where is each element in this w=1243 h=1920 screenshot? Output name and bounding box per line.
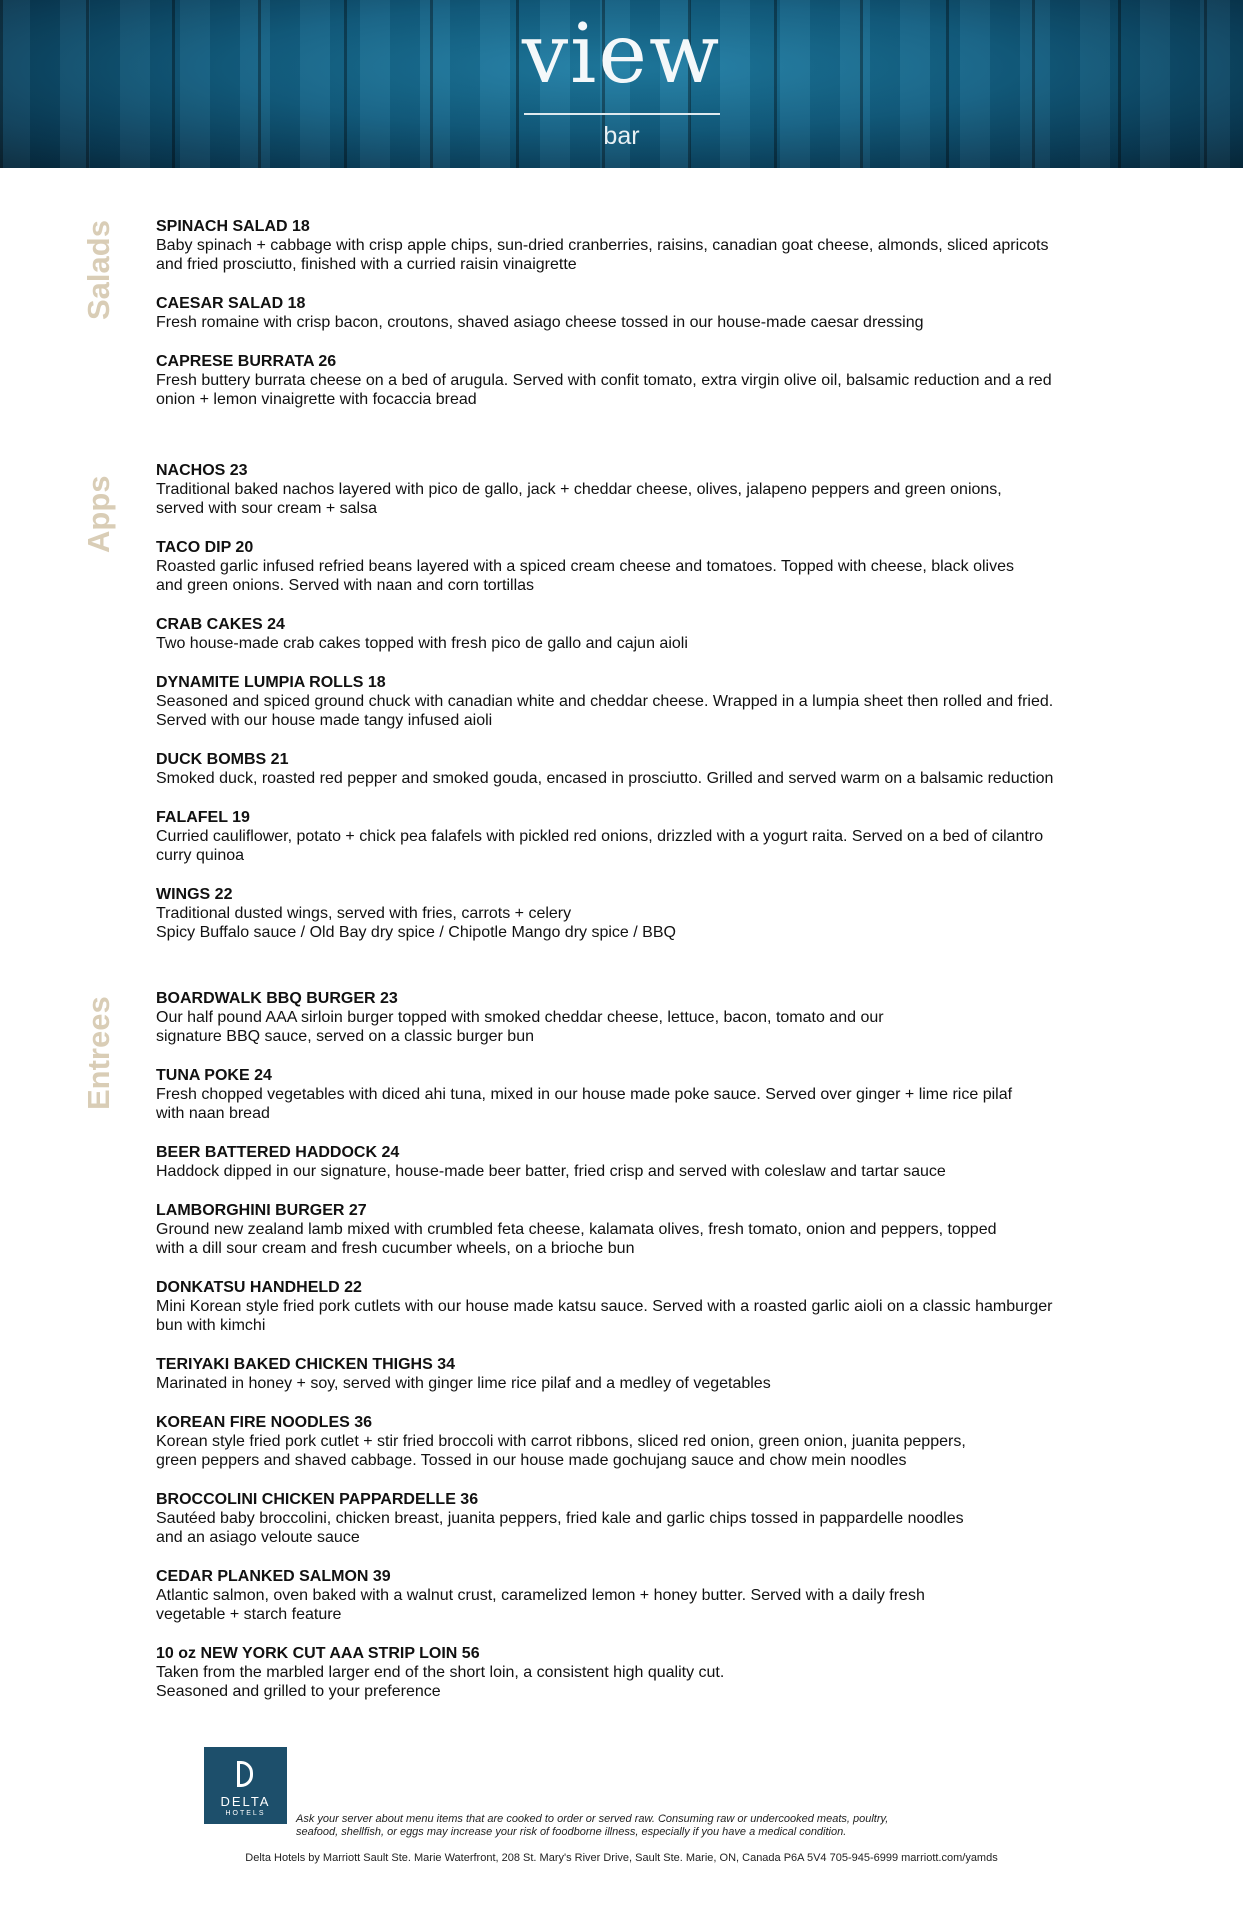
item-title: CAPRESE BURRATA 26 [156, 353, 337, 370]
item-title: LAMBORGHINI BURGER 27 [156, 1202, 367, 1219]
delta-d-icon [237, 1761, 253, 1787]
menu-item [156, 1567, 1156, 1624]
item-description: Our half pound AAA sirloin burger topped with smoked cheddar cheese, lettuce, bacon, tomato and our signature BBQ sauce, served on a classic burger bun [156, 1009, 884, 1045]
delta-brand-sub: HOTELS [225, 1810, 266, 1817]
item-description: Seasoned and spiced ground chuck with canadian white and cheddar cheese. Wrapped in a lumpia sheet then rolled and fried. Served with our house made tangy infused aioli [156, 693, 1054, 729]
item-title: BEER BATTERED HADDOCK 24 [156, 1144, 400, 1161]
item-title: SPINACH SALAD 18 [156, 218, 310, 235]
bar-subtitle: bar [603, 122, 640, 150]
item-description: Taken from the marbled larger end of the short loin, a consistent high quality cut. Seasoned and grilled to your preference [156, 1664, 725, 1700]
item-title: TUNA POKE 24 [156, 1067, 272, 1084]
item-description: Haddock dipped in our signature, house-made beer batter, fried crisp and served with coleslaw and tartar sauce [156, 1163, 946, 1180]
item-title: FALAFEL 19 [156, 809, 250, 826]
item-description: Mini Korean style fried pork cutlets with our house made katsu sauce. Served with a roasted garlic aioli on a classic hamburger bun with kimchi [156, 1298, 1053, 1334]
view-logo: view [521, 7, 722, 102]
header-banner [0, 0, 1243, 168]
item-description: Atlantic salmon, oven baked with a walnut crust, caramelized lemon + honey butter. Served with a daily fresh vegetable + starch feature [156, 1587, 925, 1623]
item-description: Two house-made crab cakes topped with fresh pico de gallo and cajun aioli [156, 635, 688, 652]
item-description: Fresh romaine with crisp bacon, croutons, shaved asiago cheese tossed in our house-made caesar dressing [156, 314, 924, 331]
menu-item [156, 808, 1156, 865]
logo-divider [524, 113, 720, 115]
menu-item [156, 750, 1156, 788]
hotel-address: Delta Hotels by Marriott Sault Ste. Marie Waterfront, 208 St. Mary's River Drive, Sault Ste. Marie, ON, Canada P6A 5V4 705-945-6999 marriott.com/yamds [245, 1852, 998, 1864]
food-safety-disclaimer [296, 1813, 1016, 1839]
item-title: CEDAR PLANKED SALMON 39 [156, 1568, 391, 1585]
item-title: BOARDWALK BBQ BURGER 23 [156, 990, 398, 1007]
item-description: Marinated in honey + soy, served with ginger lime rice pilaf and a medley of vegetables [156, 1375, 771, 1392]
disclaimer-text: Ask your server about menu items that are cooked to order or served raw. Consuming raw or undercooked meats, poultry, seafood, shellfish, or eggs may increase your risk of foodborne illness, especially if you have a medical condition. [296, 1813, 889, 1838]
menu-item [156, 1066, 1156, 1123]
menu-item [156, 352, 1156, 409]
menu-item [156, 1201, 1156, 1258]
item-title: KOREAN FIRE NOODLES 36 [156, 1414, 373, 1431]
item-description: Fresh buttery burrata cheese on a bed of arugula. Served with confit tomato, extra virgin olive oil, balsamic reduction and a red onion + lemon vinaigrette with focaccia bread [156, 372, 1052, 408]
section-label-entrees: Entrees [81, 996, 116, 1110]
section-label-salads: Salads [81, 220, 116, 320]
menu-item [156, 538, 1156, 595]
item-description: Fresh chopped vegetables with diced ahi tuna, mixed in our house made poke sauce. Served over ginger + lime rice pilaf with naan bread [156, 1086, 1013, 1122]
item-title: DYNAMITE LUMPIA ROLLS 18 [156, 674, 386, 691]
menu-item [156, 615, 1156, 653]
menu-item [156, 885, 1156, 942]
menu-item [156, 673, 1156, 730]
menu-item [156, 1644, 1156, 1701]
item-title: NACHOS 23 [156, 462, 248, 479]
item-title: DONKATSU HANDHELD 22 [156, 1279, 362, 1296]
menu-item [156, 1490, 1156, 1547]
item-description: Smoked duck, roasted red pepper and smoked gouda, encased in prosciutto. Grilled and served warm on a balsamic reduction [156, 770, 1054, 787]
section-label-apps: Apps [81, 475, 116, 553]
item-title: BROCCOLINI CHICKEN PAPPARDELLE 36 [156, 1491, 479, 1508]
menu-item [156, 461, 1156, 518]
section-salads [156, 217, 1156, 429]
item-description: Korean style fried pork cutlet + stir fried broccoli with carrot ribbons, sliced red onion, green onion, juanita peppers, green peppers and shaved cabbage. Tossed in our house made gochujang sauce and chow mein noodles [156, 1433, 966, 1469]
item-description: Ground new zealand lamb mixed with crumbled feta cheese, kalamata olives, fresh tomato, onion and peppers, topped with a dill sour cream and fresh cucumber wheels, on a brioche bun [156, 1221, 997, 1257]
menu-item [156, 294, 1156, 332]
item-description: Curried cauliflower, potato + chick pea falafels with pickled red onions, drizzled with a yogurt raita. Served on a bed of cilantro curry quinoa [156, 828, 1044, 864]
item-title: CRAB CAKES 24 [156, 616, 285, 633]
item-title: WINGS 22 [156, 886, 233, 903]
section-apps [156, 461, 1156, 962]
item-description: Baby spinach + cabbage with crisp apple chips, sun-dried cranberries, raisins, canadian goat cheese, almonds, sliced apricots and fried prosciutto, finished with a curried raisin vinaigrette [156, 237, 1049, 273]
item-description: Roasted garlic infused refried beans layered with a spiced cream cheese and tomatoes. Topped with cheese, black olives and green onions. Served with naan and corn tortillas [156, 558, 1014, 594]
item-description: Traditional dusted wings, served with fries, carrots + celery Spicy Buffalo sauce / Old Bay dry spice / Chipotle Mango dry spice / BBQ [156, 905, 676, 941]
menu-item [156, 989, 1156, 1046]
item-description: Sautéed baby broccolini, chicken breast, juanita peppers, fried kale and garlic chips tossed in pappardelle noodles and an asiago veloute sauce [156, 1510, 964, 1546]
menu-item [156, 1413, 1156, 1470]
delta-hotels-logo [204, 1747, 287, 1824]
menu-item [156, 1278, 1156, 1335]
item-title: 10 oz NEW YORK CUT AAA STRIP LOIN 56 [156, 1645, 480, 1662]
item-description: Traditional baked nachos layered with pico de gallo, jack + cheddar cheese, olives, jalapeno peppers and green onions, served with sour cream + salsa [156, 481, 1002, 517]
menu-item [156, 1143, 1156, 1181]
menu-item [156, 1355, 1156, 1393]
item-title: CAESAR SALAD 18 [156, 295, 306, 312]
item-title: DUCK BOMBS 21 [156, 751, 289, 768]
section-entrees [156, 989, 1156, 1721]
item-title: TERIYAKI BAKED CHICKEN THIGHS 34 [156, 1356, 456, 1373]
delta-brand-name: DELTA [220, 1794, 271, 1809]
item-title: TACO DIP 20 [156, 539, 254, 556]
menu-item [156, 217, 1156, 274]
